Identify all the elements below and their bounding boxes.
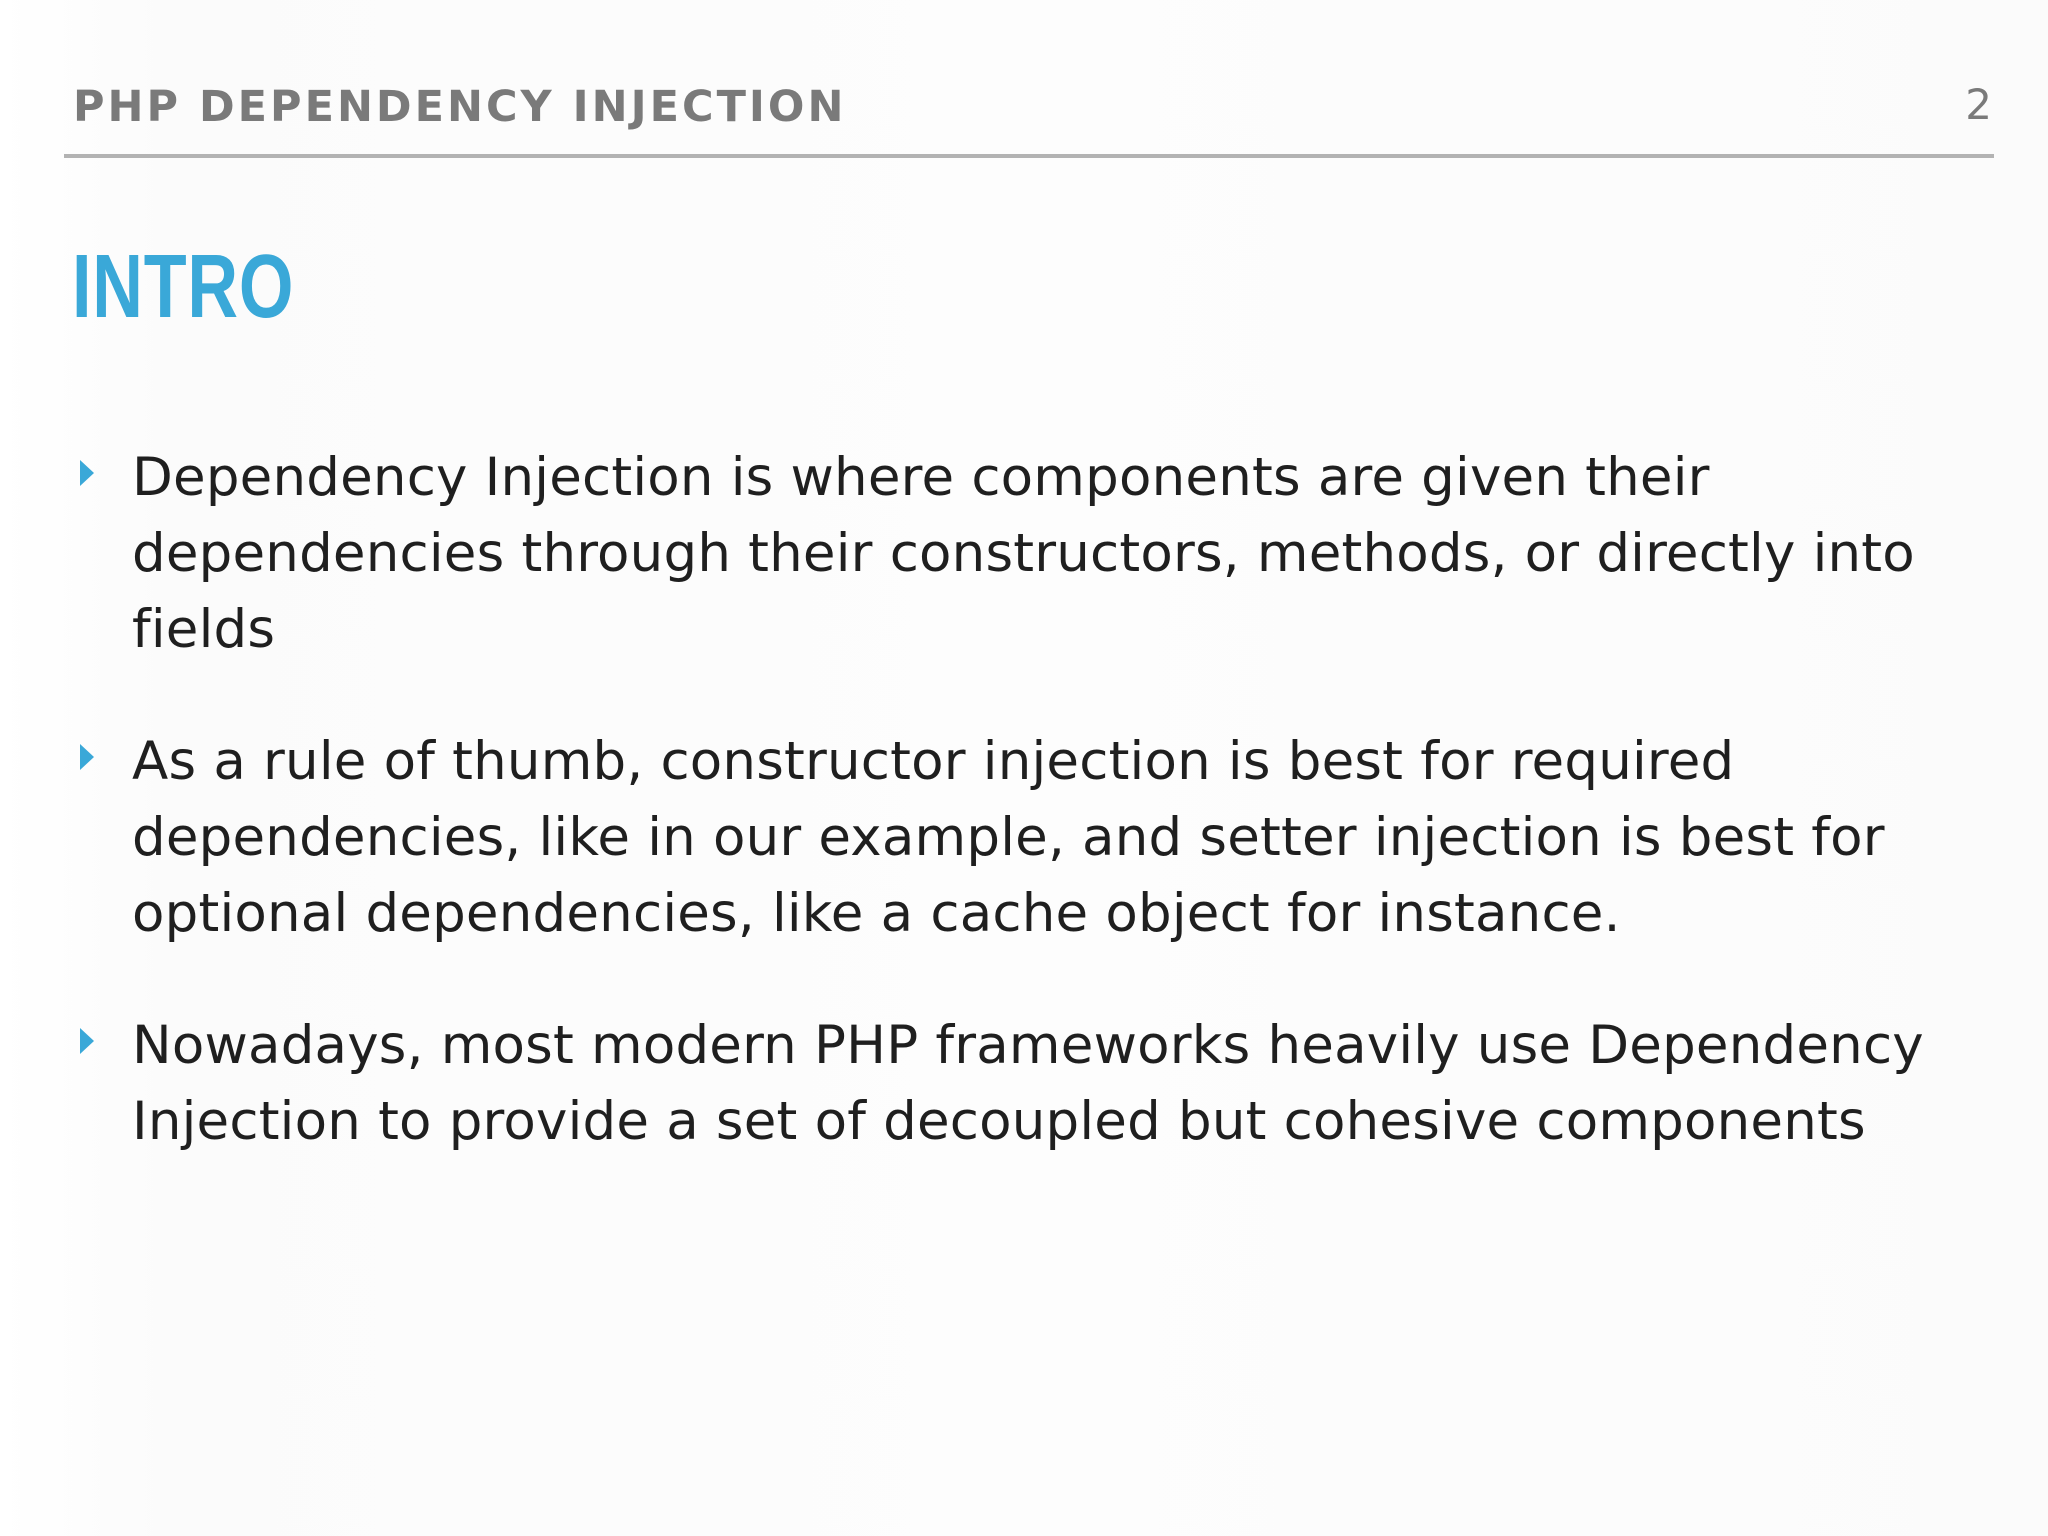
page-number: 2 [1965,80,1992,129]
bullet-item [70,724,1930,952]
bullet-list [70,440,1930,1216]
section-heading: INTRO [72,237,295,337]
header-divider [64,154,1994,158]
slide-header-title: PHP DEPENDENCY INJECTION [73,82,847,132]
bullet-triangle-icon [80,1028,94,1054]
bullet-text: Nowadays, most modern PHP frameworks heavily use Dependency Injection to provide a set of decoupled but cohesive components [132,1015,1924,1152]
bullet-text: As a rule of thumb, constructor injection is best for required dependencies, like in our example, and setter injection is best for optional dependencies, like a cache object for instance. [132,731,1885,944]
bullet-triangle-icon [80,460,94,486]
bullet-item [70,440,1930,668]
bullet-text: Dependency Injection is where components are given their dependencies through their constructors, methods, or directly into fields [132,447,1915,660]
bullet-item [70,1008,1930,1160]
bullet-triangle-icon [80,744,94,770]
